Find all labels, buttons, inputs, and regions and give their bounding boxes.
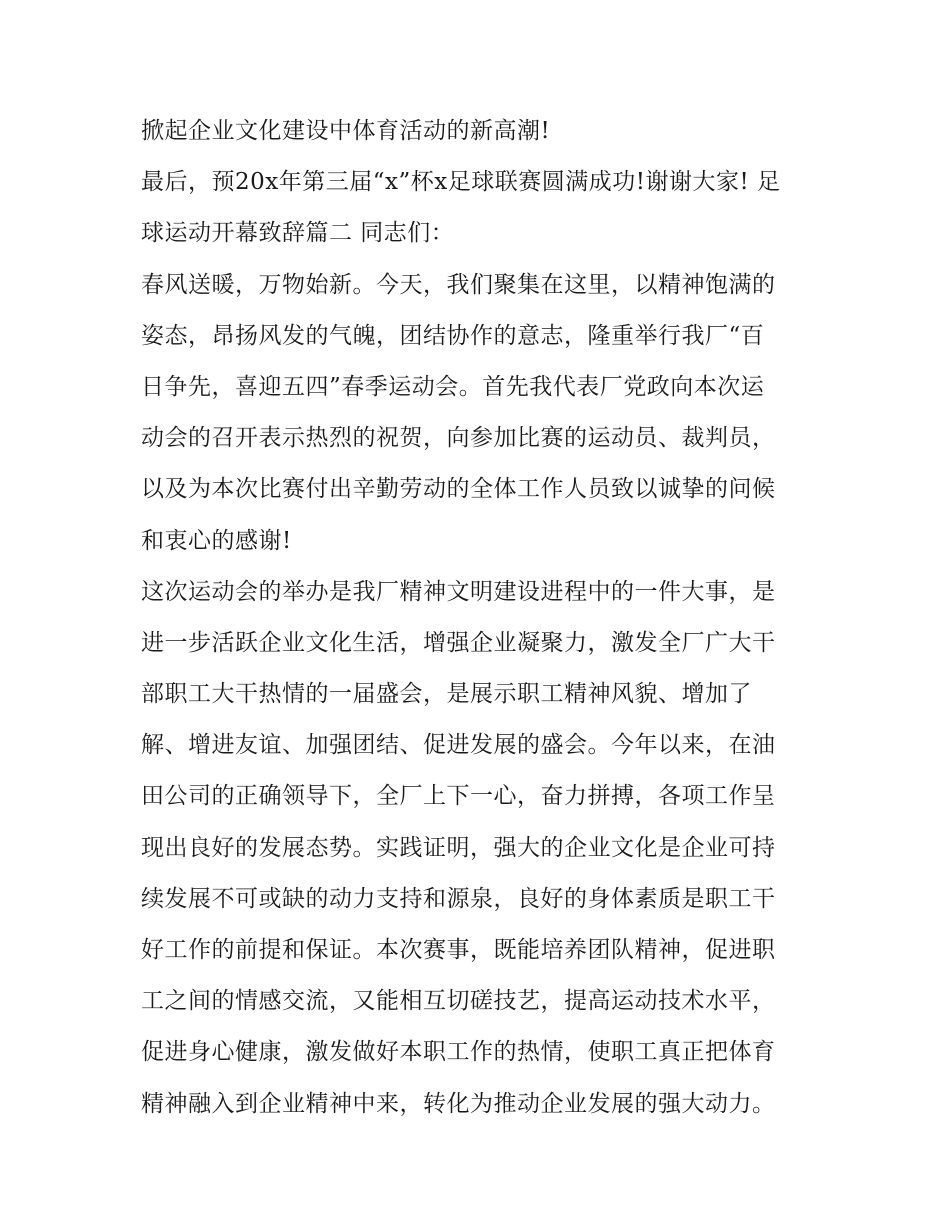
text-line-18: 工之间的情感交流，又能相互切磋技艺，提高运动技术水平， — [141, 988, 776, 1015]
text-line-11: 进一步活跃企业文化生活，增强企业凝聚力，激发全厂广大干 — [141, 629, 776, 656]
text-line-2: 最后，预20x年第三届“x”杯x足球联赛圆满成功!谢谢大家! 足 — [141, 169, 781, 196]
text-line-5: 姿态，昂扬风发的气魄，团结协作的意志，隆重举行我厂“百 — [141, 322, 765, 349]
text-line-13: 解、增进友谊、加强团结、促进发展的盛会。今年以来，在油 — [141, 732, 776, 759]
text-line-20: 精神融入到企业精神中来，转化为推动企业发展的强大动力。 — [141, 1090, 776, 1117]
text-line-3: 球运动开幕致辞篇二 同志们： — [141, 220, 455, 247]
text-line-6: 日争先，喜迎五四”春季运动会。首先我代表厂党政向本次运 — [141, 373, 765, 400]
text-line-17: 好工作的前提和保证。本次赛事，既能培养团队精神，促进职 — [141, 937, 776, 963]
text-line-16: 续发展不可或缺的动力支持和源泉，良好的身体素质是职工干 — [141, 885, 776, 912]
text-line-1: 掀起企业文化建设中体育活动的新高潮! — [141, 118, 551, 144]
text-line-9: 和衷心的感谢! — [141, 527, 292, 554]
text-line-4: 春风送暖，万物始新。今天，我们聚集在这里，以精神饱满的 — [141, 271, 776, 298]
text-line-10: 这次运动会的举办是我厂精神文明建设进程中的一件大事，是 — [141, 578, 776, 605]
document-body — [141, 112, 821, 1136]
text-line-15: 现出良好的发展态势。实践证明，强大的企业文化是企业可持 — [141, 834, 776, 861]
text-line-7: 动会的召开表示热烈的祝贺，向参加比赛的运动员、裁判员， — [141, 425, 776, 452]
text-line-12: 部职工大干热情的一届盛会，是展示职工精神风貌、增加了 — [141, 681, 752, 708]
text-line-14: 田公司的正确领导下，全厂上下一心，奋力拼搏，各项工作呈 — [141, 783, 776, 810]
text-line-19: 促进身心健康，激发做好本职工作的热情，使职工真正把体育 — [141, 1039, 776, 1066]
text-line-8: 以及为本次比赛付出辛勤劳动的全体工作人员致以诚挚的问候 — [141, 476, 776, 503]
